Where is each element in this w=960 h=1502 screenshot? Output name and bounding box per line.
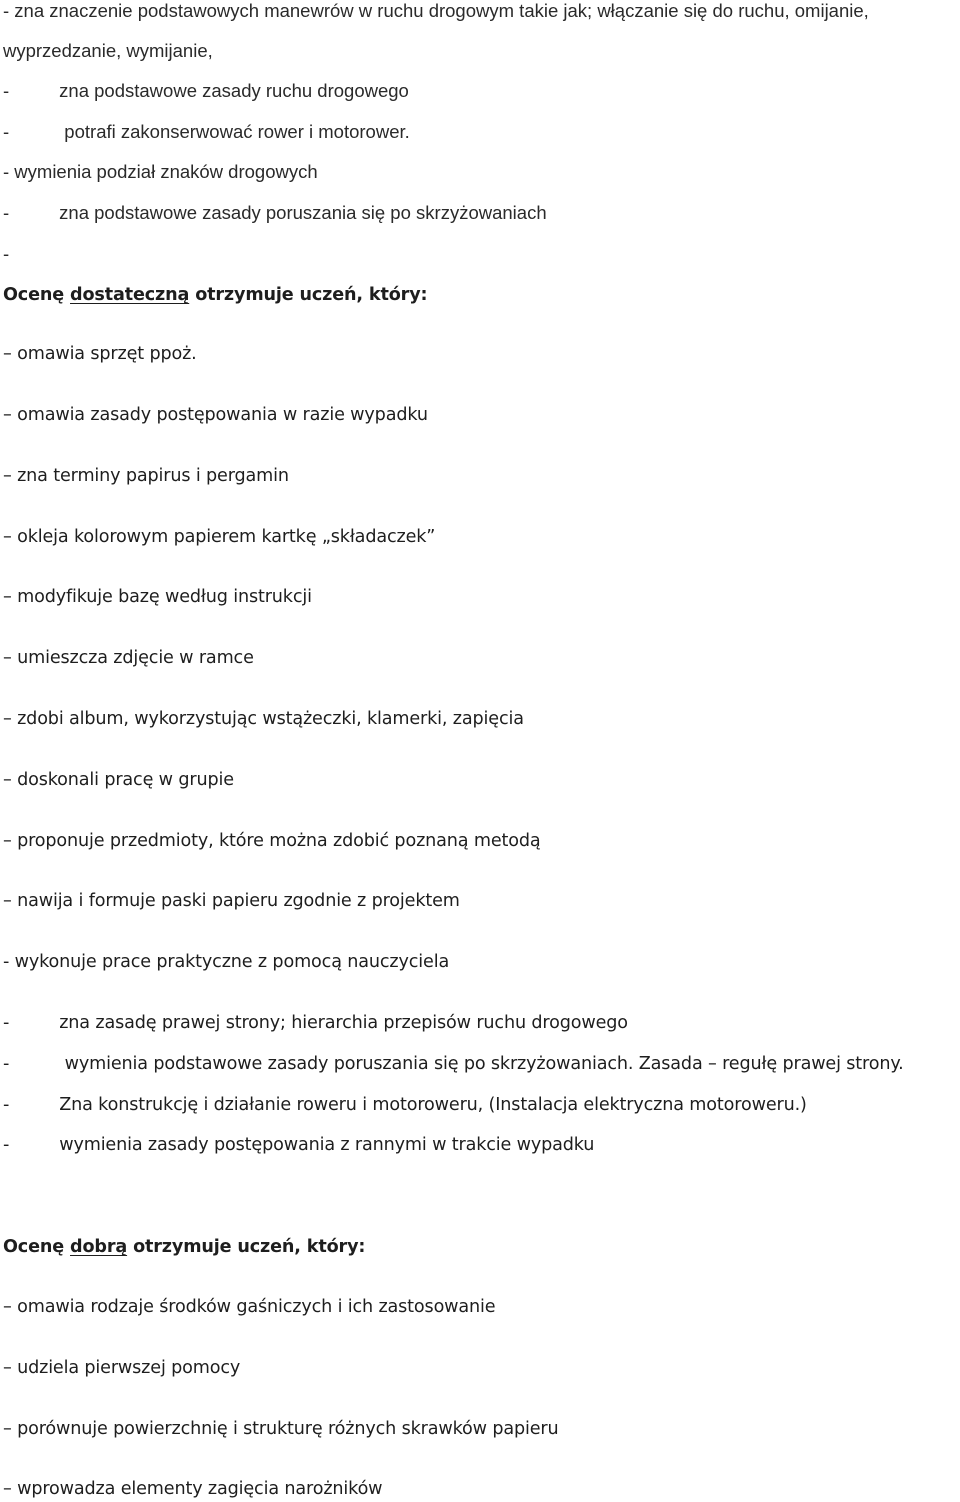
dash-marker: - [3,202,10,223]
dash-item-text: wymienia zasady postępowania z rannymi w trakcie wypadku [59,1135,595,1155]
dash-marker: - [3,121,10,142]
intro-dash-item [3,242,9,266]
dash-marker: - [3,1054,10,1074]
grade-heading-dostateczna [3,283,427,307]
list-item: – omawia sprzęt ppoż. [3,344,197,364]
intro-item-text: zna podstawowe zasady poruszania się po skrzyżowaniach [59,202,547,223]
heading-grade: dostateczną [70,285,190,305]
heading-suffix: otrzymuje uczeń, który: [189,285,428,305]
dash-list-item [3,1133,594,1157]
dash-list-item [3,1052,904,1076]
dash-list-item [3,1093,807,1117]
intro-line: - zna znaczenie podstawowych manewrów w ruchu drogowym takie jak; włączanie się do ruchu, omijanie, [3,0,869,21]
list-item: – udziela pierwszej pomocy [3,1358,241,1378]
heading-suffix: otrzymuje uczeń, który: [127,1237,366,1257]
dash-marker: - [3,80,10,101]
dash-marker: - [3,1013,10,1033]
intro-item-text: potrafi zakonserwować rower i motorower. [59,121,410,142]
list-item: – proponuje przedmioty, które można zdobić poznaną metodą [3,831,541,851]
list-item: – zdobi album, wykorzystując wstążeczki, klamerki, zapięcia [3,709,524,729]
heading-prefix: Ocenę [3,1237,71,1257]
dash-item-text: wymienia podstawowe zasady poruszania się po skrzyżowaniach. Zasada – regułę prawej strony. [59,1054,904,1074]
list-item: – zna terminy papirus i pergamin [3,466,289,486]
list-item: - wykonuje prace praktyczne z pomocą nauczyciela [3,952,450,972]
dash-marker: - [3,1095,10,1115]
list-item: – porównuje powierzchnię i strukturę różnych skrawków papieru [3,1419,559,1439]
intro-line: wyprzedzanie, wymijanie, [3,40,213,61]
list-item: – umieszcza zdjęcie w ramce [3,648,254,668]
list-item: – doskonali pracę w grupie [3,770,234,790]
intro-line: - wymienia podział znaków drogowych [3,161,318,182]
heading-prefix: Ocenę [3,285,71,305]
list-item: – nawija i formuje paski papieru zgodnie z projektem [3,891,460,911]
grade-heading-dobra [3,1235,365,1259]
intro-dash-item [3,201,547,225]
dash-marker: - [3,243,10,264]
dash-item-text: Zna konstrukcję i działanie roweru i motoroweru, (Instalacja elektryczna motoroweru.) [59,1095,807,1115]
list-item: – wprowadza elementy zagięcia narożników [3,1479,383,1499]
intro-item-text: zna podstawowe zasady ruchu drogowego [59,80,409,101]
list-item: – omawia rodzaje środków gaśniczych i ich zastosowanie [3,1297,496,1317]
heading-grade: dobrą [70,1237,128,1257]
list-item: – okleja kolorowym papierem kartkę „składaczek” [3,527,436,547]
list-item: – omawia zasady postępowania w razie wypadku [3,405,428,425]
dash-item-text: zna zasadę prawej strony; hierarchia przepisów ruchu drogowego [59,1013,628,1033]
list-item: – modyfikuje bazę według instrukcji [3,587,312,607]
intro-dash-item [3,120,410,144]
intro-dash-item [3,79,409,103]
dash-marker: - [3,1135,10,1155]
dash-list-item [3,1011,628,1035]
